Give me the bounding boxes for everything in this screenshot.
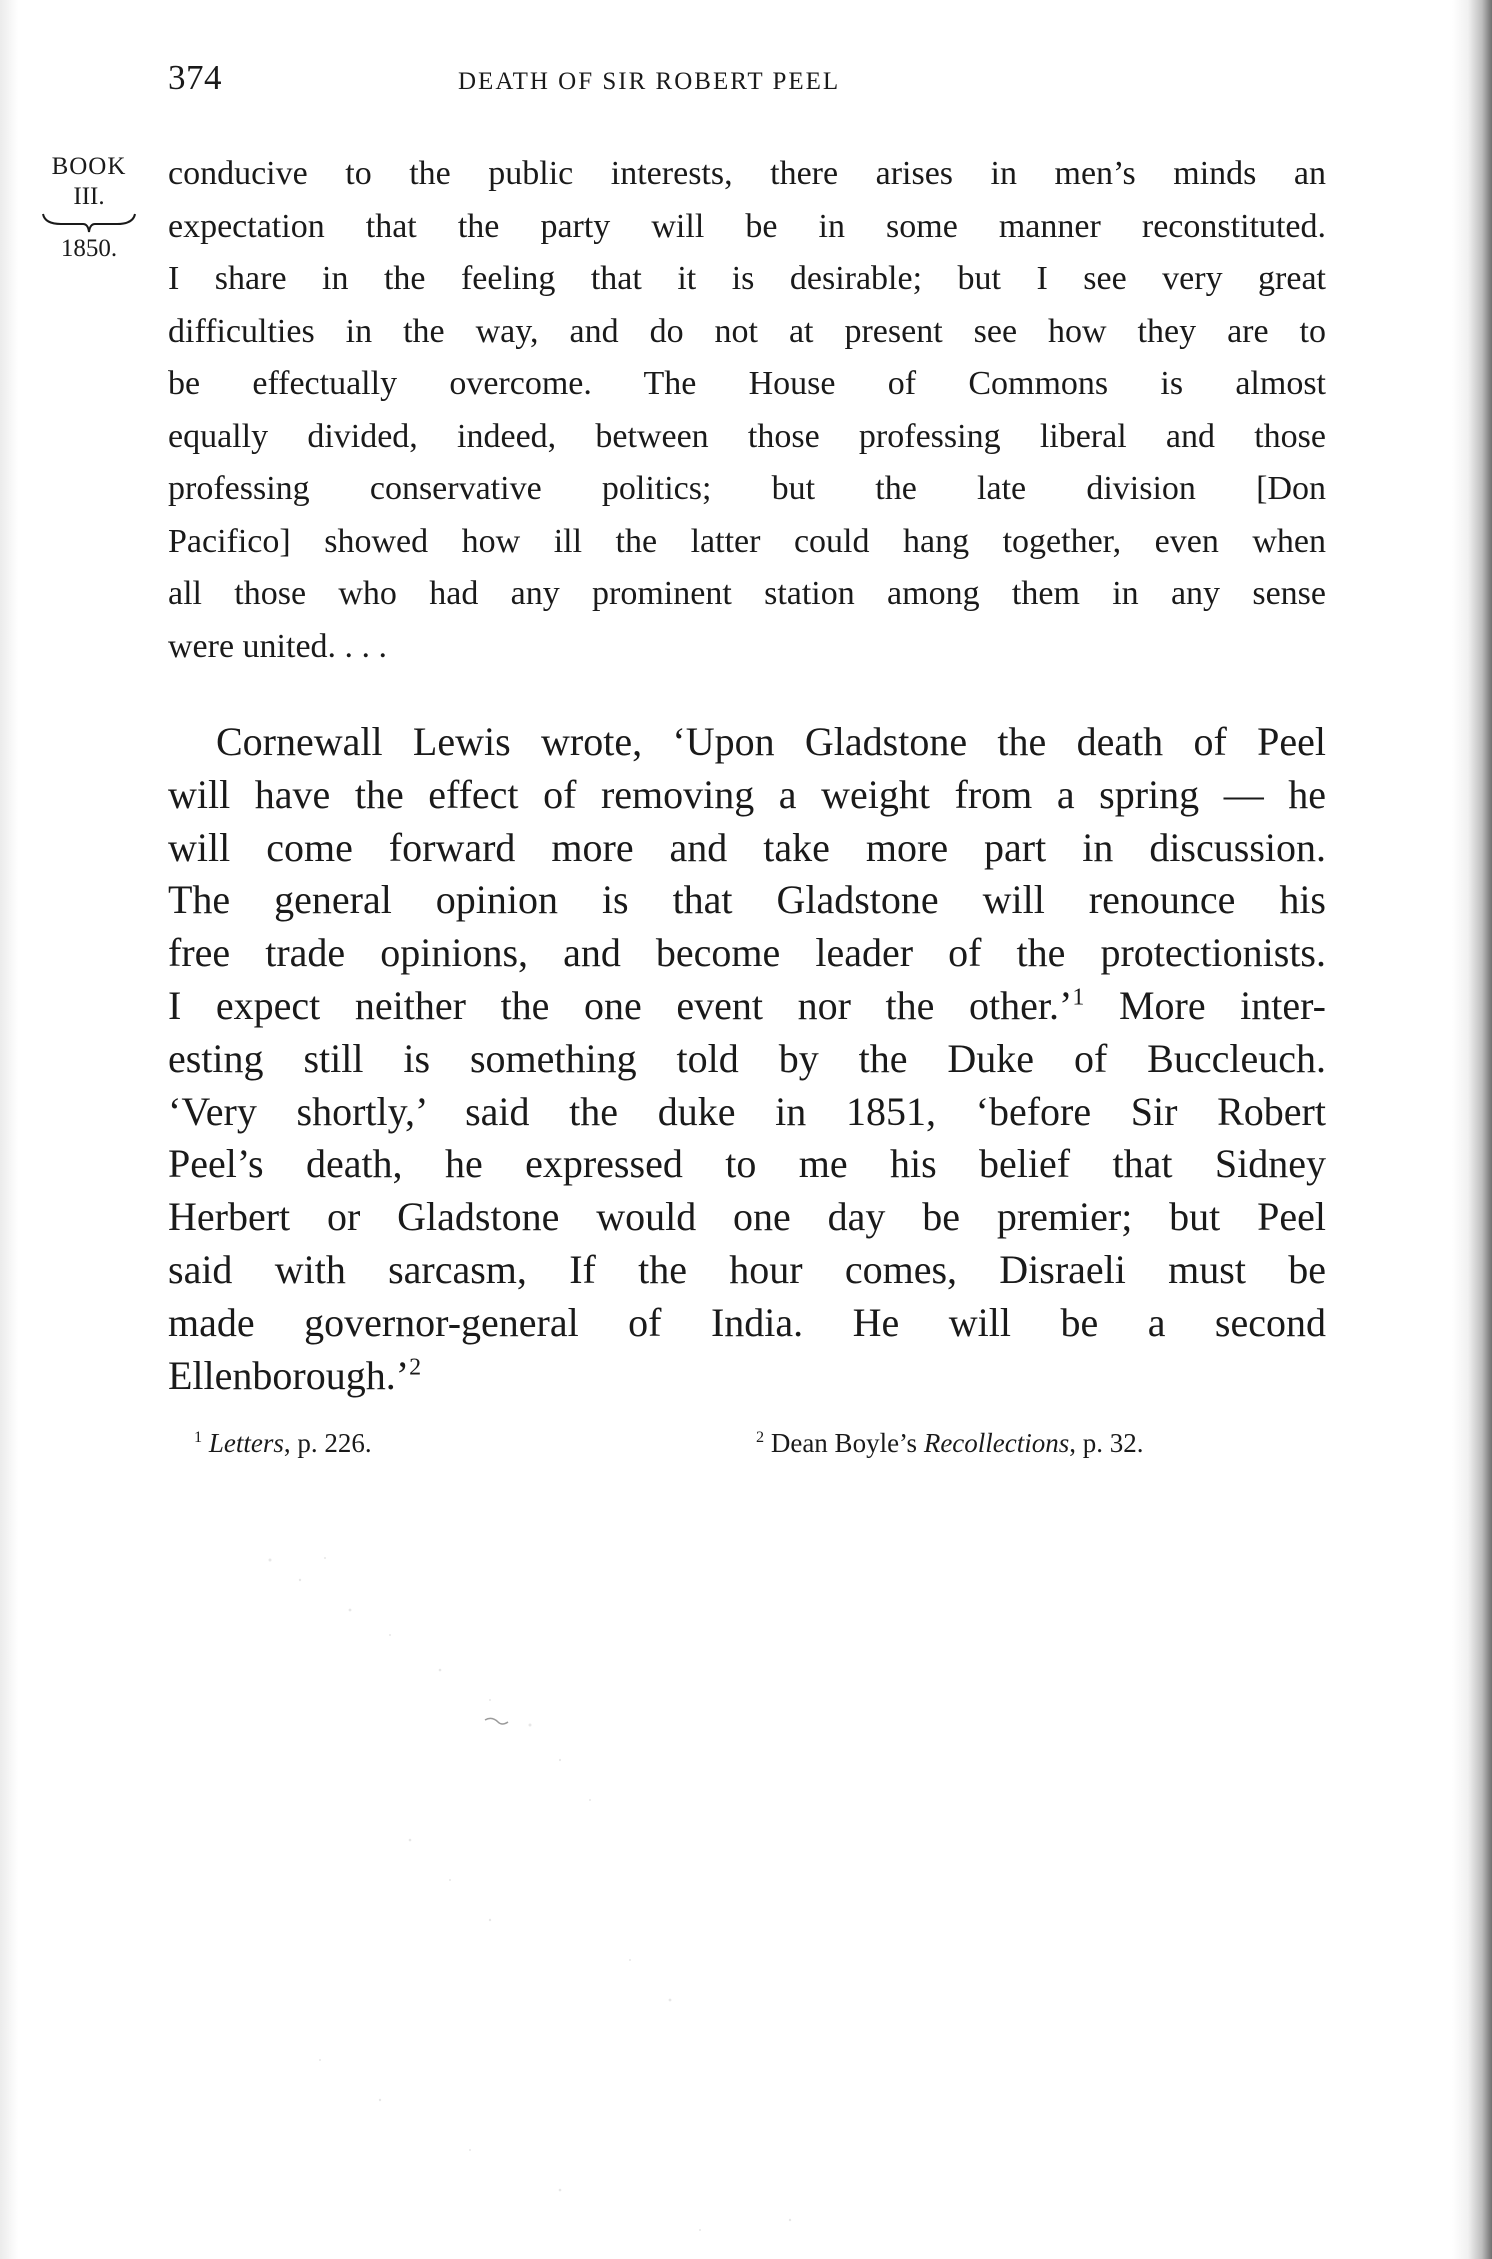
margin-book-label: BOOK — [51, 153, 127, 180]
footnote-2 — [756, 1428, 1144, 1459]
letter-line: professing conservative politics; but the late division [Don — [168, 470, 1326, 507]
letter-line: all those who had any prominent station among them in any sense — [168, 575, 1326, 612]
body-line: Peel’s death, he expressed to me his belief that Sidney — [168, 1141, 1326, 1187]
body-line: Ellenborough.’$^2$ — [168, 1352, 422, 1398]
binding-edge — [1452, 0, 1492, 2259]
footnote-1-marker: 1 — [194, 1428, 203, 1446]
footnote-1 — [194, 1428, 372, 1459]
footnote-1-rest: , p. 226. — [283, 1428, 372, 1458]
body-line: ‘Very shortly,’ said the duke in 1851, ‘before Sir Robert — [168, 1088, 1326, 1134]
footnote-1-title: Letters — [208, 1428, 284, 1458]
page-header — [168, 58, 1328, 108]
letter-line: Pacifico] showed how ill the latter could hang together, even when — [168, 522, 1326, 560]
footnote-2-rest: , p. 32. — [1069, 1428, 1144, 1458]
body-line: said with sarcasm, If the hour comes, Disraeli must be — [168, 1246, 1326, 1292]
running-title: DEATH OF SIR ROBERT PEEL — [458, 68, 841, 95]
body-line: made governor-general of India. He will be a second — [168, 1299, 1326, 1345]
letter-line: expectation that the party will be in some manner reconstituted. — [168, 207, 1326, 245]
scan-bleed-through — [230, 1540, 1030, 2240]
body-line: esting still is something told by the Duke of Buccleuch. — [168, 1035, 1326, 1081]
margin-brace-icon — [39, 212, 139, 234]
body-line: will come forward more and take more part in discussion. — [168, 824, 1326, 870]
letter-line: equally divided, indeed, between those professing liberal and those — [168, 417, 1326, 455]
letter-line: conducive to the public interests, there arises in men’s minds an — [168, 155, 1326, 192]
body-line: I expect neither the one event nor the other.’$^1$ More inter- — [168, 982, 1327, 1028]
margin-note — [34, 152, 144, 264]
body-line: free trade opinions, and become leader of the protectionists. — [168, 930, 1326, 976]
footnote-2-title: Recollections — [923, 1428, 1070, 1458]
page-number: 374 — [168, 58, 222, 97]
letter-line: were united. . . . — [168, 627, 388, 665]
margin-year: 1850. — [60, 235, 118, 262]
quoted-letter — [168, 148, 1326, 673]
footnote-2-prefix: Dean Boyle’s — [770, 1428, 924, 1458]
footnote-2-marker: 2 — [756, 1428, 765, 1446]
footnotes — [168, 1428, 1328, 1468]
letter-line: difficulties in the way, and do not at present see how they are to — [168, 312, 1326, 350]
body-line: will have the effect of removing a weight from a spring — he — [168, 771, 1326, 817]
body-line: Cornewall Lewis wrote, ‘Upon Gladstone the death of Peel — [216, 719, 1326, 764]
body-line: The general opinion is that Gladstone will renounce his — [168, 877, 1326, 923]
footnote-ref-2[interactable]: 2 — [409, 1354, 422, 1381]
page-left-shadow — [0, 0, 18, 2259]
body-line: Herbert or Gladstone would one day be premier; but Peel — [168, 1194, 1326, 1240]
letter-line: be effectually overcome. The House of Commons is almost — [168, 365, 1326, 402]
body-paragraph — [168, 716, 1326, 1402]
margin-volume-label: III. — [73, 183, 105, 210]
footnote-ref-1[interactable]: 1 — [1072, 984, 1085, 1011]
letter-line: I share in the feeling that it is desirable; but I see very great — [168, 260, 1326, 297]
